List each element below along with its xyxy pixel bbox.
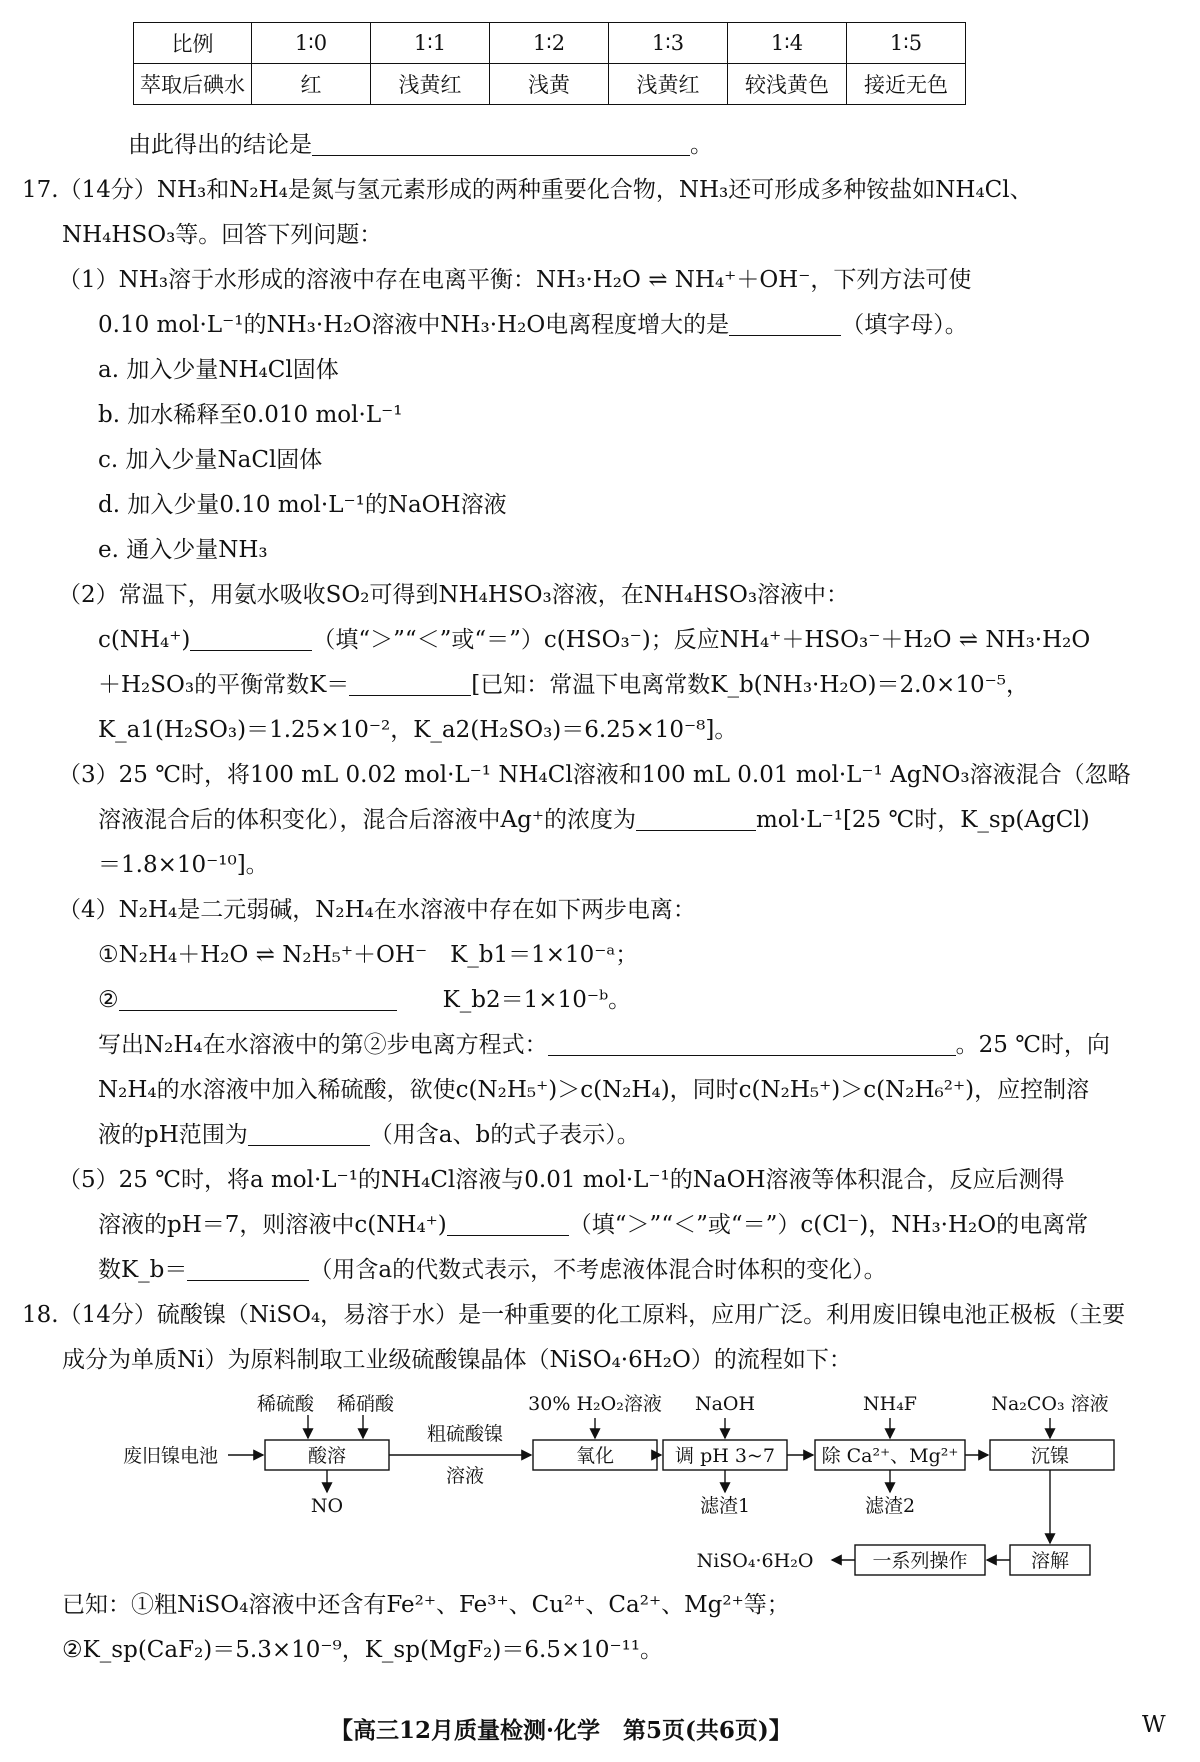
q17-part4-eq1: ①N₂H₄＋H₂O ⇌ N₂H₅⁺＋OH⁻ K_b1＝1×10⁻ᵃ； — [98, 942, 639, 968]
flow-box-label: 一系列操作 — [872, 1550, 968, 1572]
table-cell: 1∶1 — [371, 23, 490, 64]
text: K_b2＝1×10⁻ᵇ。 — [442, 987, 632, 1013]
question-17-stem: 17.（14分）NH₃和N₂H₄是氮与氢元素形成的两种重要化合物，NH₃还可形成多种铵盐如NH₄Cl、 — [22, 177, 1033, 203]
flow-start-label: 废旧镍电池 — [123, 1445, 219, 1467]
flow-intermediate-label: 溶液 — [445, 1465, 485, 1487]
q17-part2-line4: K_a1(H₂SO₃)＝1.25×10⁻²，K_a2(H₂SO₃)＝6.25×10⁻⁸]。 — [98, 717, 738, 743]
table-cell: 萃取后碘水 — [134, 64, 252, 105]
table-cell: 1∶0 — [252, 23, 371, 64]
q17-part3: （3）25 ℃时，将100 mL 0.02 mol·L⁻¹ NH₄Cl溶液和100 mL 0.01 mol·L⁻¹ AgNO₃溶液混合（忽略 — [58, 762, 1131, 788]
text: mol·L⁻¹[25 ℃时，K_sp(AgCl) — [755, 807, 1090, 833]
text: ＋H₂SO₃的平衡常数K＝ — [98, 672, 350, 698]
table-cell: 接近无色 — [847, 64, 966, 105]
question-18-stem: 18.（14分）硫酸镍（NiSO₄，易溶于水）是一种重要的化工原料，应用广泛。利用废旧镍电池正极板（主要 — [22, 1302, 1126, 1328]
text: （用含a的代数式表示，不考虑液体混合时体积的变化）。 — [309, 1257, 887, 1283]
table-cell: 红 — [252, 64, 371, 105]
flow-output-label: 滤渣2 — [864, 1495, 916, 1517]
flow-reagent-label: NH₄F — [863, 1393, 917, 1415]
q17-part2: （2）常温下，用氨水吸收SO₂可得到NH₄HSO₃溶液，在NH₄HSO₃溶液中： — [58, 582, 850, 608]
option-e: e. 通入少量NH₃ — [98, 537, 268, 563]
page-footer: 【高三12月质量检测·化学 第5页(共6页)】 — [330, 1717, 792, 1744]
known-condition-1: 已知：①粗NiSO₄溶液中还含有Fe²⁺、Fe³⁺、Cu²⁺、Ca²⁺、Mg²⁺等； — [62, 1592, 790, 1618]
flow-box-label: 氧化 — [575, 1445, 615, 1467]
text: （填“＞”“＜”或“＝”）c(HSO₃⁻)；反应NH₄⁺＋HSO₃⁻＋H₂O ⇌ NH₃·H₂O — [312, 627, 1091, 653]
q17-part1: （1）NH₃溶于水形成的溶液中存在电离平衡：NH₃·H₂O ⇌ NH₄⁺＋OH⁻，下列方法可使 — [58, 267, 972, 293]
table-cell: 浅黄 — [490, 64, 609, 105]
option-c: c. 加入少量NaCl固体 — [98, 447, 323, 473]
text: 写出N₂H₄在水溶液中的第②步电离方程式： — [98, 1032, 548, 1058]
table-cell: 1∶5 — [847, 23, 966, 64]
text: 数K_b＝ — [98, 1257, 188, 1283]
text: 溶液混合后的体积变化），混合后溶液中Ag⁺的浓度为 — [98, 807, 636, 833]
table-cell: 1∶4 — [728, 23, 847, 64]
text: 溶液的pH＝7，则溶液中c(NH₄⁺) — [98, 1212, 447, 1238]
text: 液的pH范围为 — [98, 1122, 248, 1148]
text: 。25 ℃时，向 — [955, 1032, 1110, 1058]
flow-product-label: NiSO₄·6H₂O — [696, 1550, 814, 1572]
flow-box-label: 除 Ca²⁺、Mg²⁺ — [821, 1445, 959, 1467]
text: （用含a、b的式子表示）。 — [369, 1122, 640, 1148]
q17-part3-line3: ＝1.8×10⁻¹⁰]。 — [98, 852, 269, 878]
table-cell: 浅黄红 — [609, 64, 728, 105]
table-cell: 较浅黄色 — [728, 64, 847, 105]
question-18-stem: 成分为单质Ni）为原料制取工业级硫酸镍晶体（NiSO₄·6H₂O）的流程如下： — [62, 1347, 852, 1373]
text: ② — [98, 987, 119, 1013]
text: 0.10 mol·L⁻¹的NH₃·H₂O溶液中NH₃·H₂O电离程度增大的是 — [98, 312, 730, 338]
flow-reagent-label: 30% H₂O₂溶液 — [528, 1393, 662, 1415]
flow-reagent-label: 稀硫酸 — [257, 1393, 315, 1415]
text: [已知：常温下电离常数K_b(NH₃·H₂O)＝2.0×10⁻⁵， — [471, 672, 1029, 698]
flow-box-label: 溶解 — [1030, 1550, 1070, 1572]
text: （填字母）。 — [841, 312, 968, 338]
table-cell: 1∶2 — [490, 23, 609, 64]
flow-reagent-label: 稀硝酸 — [337, 1393, 395, 1415]
question-17-stem: NH₄HSO₃等。回答下列问题： — [62, 222, 383, 248]
text: c(NH₄⁺) — [98, 627, 191, 653]
table-cell: 浅黄红 — [371, 64, 490, 105]
flow-output-label: 滤渣1 — [699, 1495, 751, 1517]
text: （填“＞”“＜”或“＝”）c(Cl⁻)，NH₃·H₂O的电离常 — [568, 1212, 1089, 1238]
option-b: b. 加水稀释至0.010 mol·L⁻¹ — [98, 402, 403, 428]
flow-reagent-label: Na₂CO₃ 溶液 — [991, 1393, 1109, 1415]
q17-part4-line5: N₂H₄的水溶液中加入稀硫酸，欲使c(N₂H₅⁺)＞c(N₂H₄)，同时c(N₂H₅⁺)＞c(N₂H₆²⁺)，应控制溶 — [98, 1077, 1090, 1103]
option-a: a. 加入少量NH₄Cl固体 — [98, 357, 339, 383]
option-d: d. 加入少量0.10 mol·L⁻¹的NaOH溶液 — [98, 492, 507, 518]
flow-box-label: 酸溶 — [307, 1445, 347, 1467]
text: 由此得出的结论是 — [128, 132, 312, 158]
known-condition-2: ②K_sp(CaF₂)＝5.3×10⁻⁹，K_sp(MgF₂)＝6.5×10⁻¹¹。 — [62, 1637, 664, 1663]
table-cell: 比例 — [134, 23, 252, 64]
table-cell: 1∶3 — [609, 23, 728, 64]
flow-box-label: 沉镍 — [1030, 1445, 1070, 1467]
flow-intermediate-label: 粗硫酸镍 — [426, 1423, 504, 1445]
flow-output-label: NO — [310, 1495, 344, 1517]
footer-mark: W — [1142, 1712, 1166, 1738]
text: 。 — [690, 132, 713, 158]
flow-box-label: 调 pH 3~7 — [675, 1445, 775, 1467]
flow-reagent-label: NaOH — [694, 1393, 756, 1415]
q17-part5: （5）25 ℃时，将a mol·L⁻¹的NH₄Cl溶液与0.01 mol·L⁻¹的NaOH溶液等体积混合，反应后测得 — [58, 1167, 1065, 1193]
q17-part4: （4）N₂H₄是二元弱碱，N₂H₄在水溶液中存在如下两步电离： — [58, 897, 696, 923]
